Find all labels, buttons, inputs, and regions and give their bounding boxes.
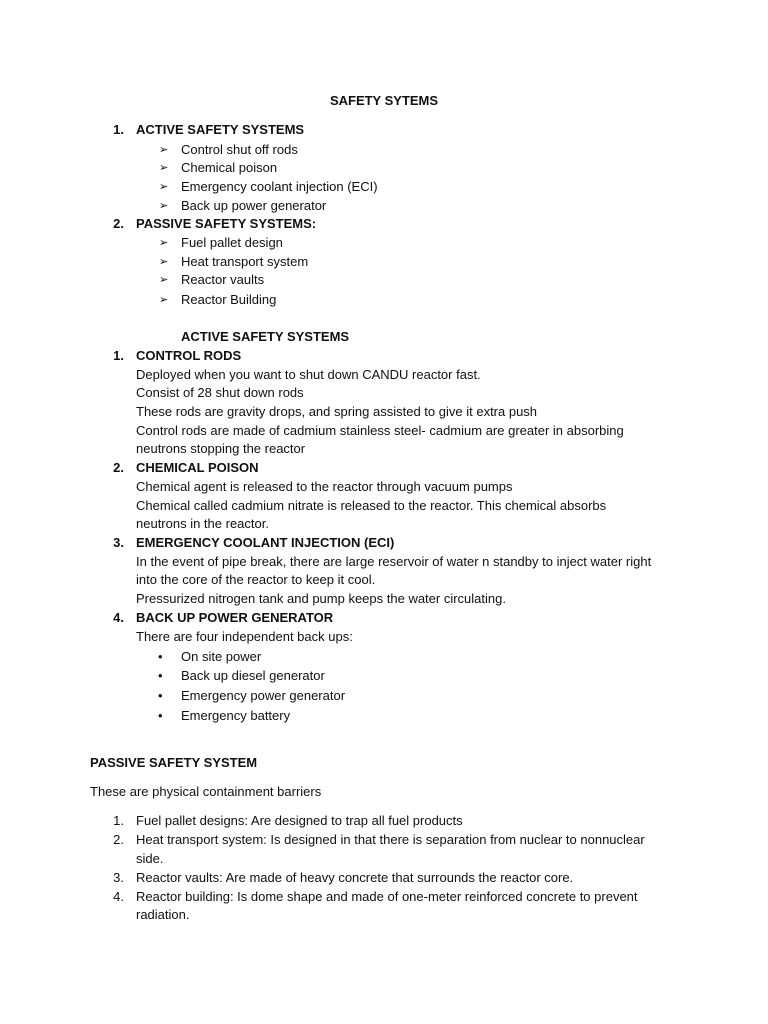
- arrow-bullet-icon: ➢: [159, 181, 169, 193]
- list-number: 3.: [113, 535, 124, 550]
- arrow-bullet-icon: ➢: [159, 162, 169, 174]
- list-item: Emergency battery: [181, 708, 291, 723]
- arrow-bullet-icon: ➢: [159, 294, 169, 306]
- list-item: Chemical poison: [181, 160, 278, 175]
- list-number: 4.: [113, 610, 124, 625]
- arrow-bullet-icon: ➢: [159, 200, 169, 212]
- list-number: 1.: [113, 813, 124, 828]
- list-item: Control shut off rods: [181, 142, 298, 157]
- passive-section-intro: These are physical containment barriers: [90, 784, 322, 799]
- list-number: 3.: [113, 870, 124, 885]
- list-item-continuation: radiation.: [136, 907, 190, 922]
- active-section-heading: ACTIVE SAFETY SYSTEMS: [181, 329, 350, 344]
- paragraph-line: Pressurized nitrogen tank and pump keeps the water circulating.: [136, 591, 506, 606]
- paragraph-line: There are four independent back ups:: [136, 629, 353, 644]
- backup-power-heading: BACK UP POWER GENERATOR: [136, 610, 334, 625]
- paragraph-line: neutrons in the reactor.: [136, 516, 269, 531]
- dot-bullet-icon: •: [158, 688, 163, 703]
- list-item: Reactor vaults: [181, 272, 265, 287]
- list-item: Back up diesel generator: [181, 668, 325, 683]
- paragraph-line: Control rods are made of cadmium stainless steel- cadmium are greater in absorbing: [136, 423, 624, 438]
- control-rods-heading: CONTROL RODS: [136, 348, 242, 363]
- dot-bullet-icon: •: [158, 668, 163, 683]
- list-item: Heat transport system: [181, 254, 309, 269]
- list-number: 2.: [113, 460, 124, 475]
- paragraph-line: These rods are gravity drops, and spring assisted to give it extra push: [136, 404, 538, 419]
- passive-section-heading: PASSIVE SAFETY SYSTEM: [90, 755, 258, 770]
- dot-bullet-icon: •: [158, 708, 163, 723]
- arrow-bullet-icon: ➢: [159, 237, 169, 249]
- dot-bullet-icon: •: [158, 649, 163, 664]
- paragraph-line: In the event of pipe break, there are large reservoir of water n standby to inject water right: [136, 554, 652, 569]
- document-title: SAFETY SYTEMS: [329, 93, 439, 108]
- list-number: 2.: [113, 216, 124, 231]
- eci-heading: EMERGENCY COOLANT INJECTION (ECI): [136, 535, 395, 550]
- arrow-bullet-icon: ➢: [159, 144, 169, 156]
- list-item: Reactor vaults: Are made of heavy concrete that surrounds the reactor core.: [136, 870, 574, 885]
- list-item-continuation: side.: [136, 851, 164, 866]
- list-number: 4.: [113, 889, 124, 904]
- paragraph-line: into the core of the reactor to keep it cool.: [136, 572, 376, 587]
- paragraph-line: Consist of 28 shut down rods: [136, 385, 304, 400]
- list-item: Emergency power generator: [181, 688, 346, 703]
- list-item: Emergency coolant injection (ECI): [181, 179, 378, 194]
- arrow-bullet-icon: ➢: [159, 274, 169, 286]
- paragraph-line: Deployed when you want to shut down CANDU reactor fast.: [136, 367, 481, 382]
- overview-active-heading: ACTIVE SAFETY SYSTEMS: [136, 122, 305, 137]
- paragraph-line: Chemical called cadmium nitrate is released to the reactor. This chemical absorbs: [136, 498, 607, 513]
- paragraph-line: neutrons stopping the reactor: [136, 441, 306, 456]
- list-item: Heat transport system: Is designed in that there is separation from nuclear to nonnuclear: [136, 832, 645, 847]
- chemical-poison-heading: CHEMICAL POISON: [136, 460, 259, 475]
- list-item: Fuel pallet designs: Are designed to trap all fuel products: [136, 813, 463, 828]
- list-number: 1.: [113, 348, 124, 363]
- list-number: 1.: [113, 122, 124, 137]
- paragraph-line: Chemical agent is released to the reactor through vacuum pumps: [136, 479, 513, 494]
- list-item: Fuel pallet design: [181, 235, 283, 250]
- list-item: Reactor Building: [181, 292, 277, 307]
- list-item: Back up power generator: [181, 198, 327, 213]
- overview-passive-heading: PASSIVE SAFETY SYSTEMS:: [136, 216, 317, 231]
- list-item: Reactor building: Is dome shape and made of one-meter reinforced concrete to prevent: [136, 889, 638, 904]
- list-number: 2.: [113, 832, 124, 847]
- arrow-bullet-icon: ➢: [159, 256, 169, 268]
- list-item: On site power: [181, 649, 262, 664]
